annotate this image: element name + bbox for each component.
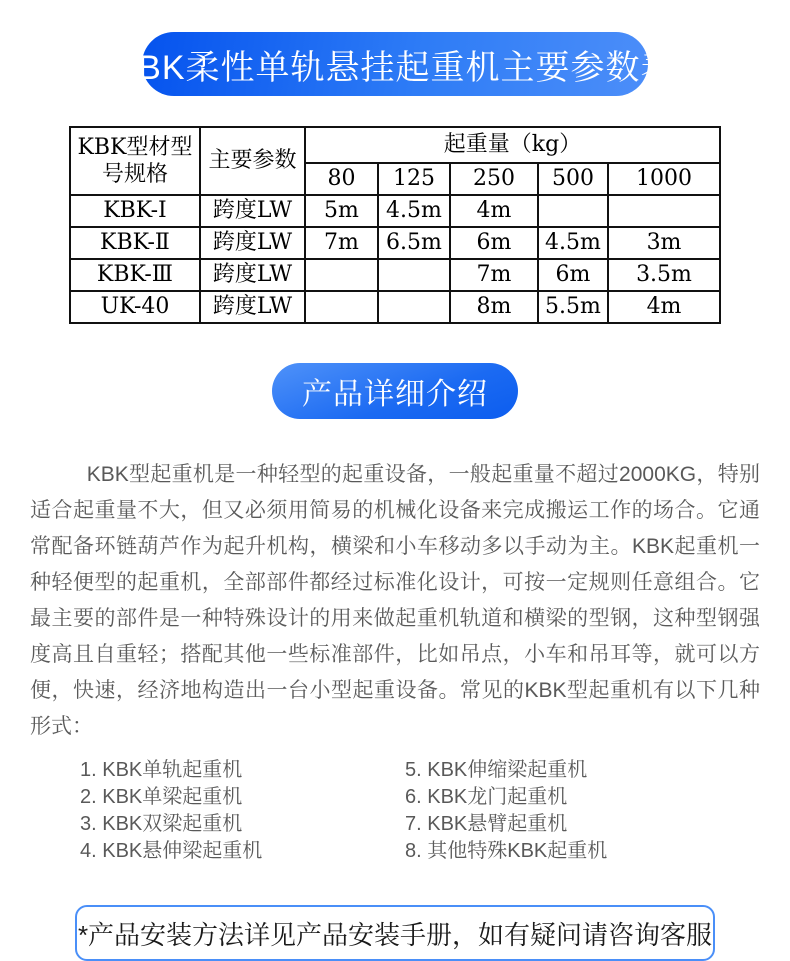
intro-paragraph: KBK型起重机是一种轻型的起重设备，一般起重量不超过2000KG，特别适合起重量不大，但又必须用简易的机械化设备来完成搬运工作的场合。它通常配备环链葫芦作为起升机构，横梁和小车移动多以手动为主。KBK起重机一种轻便型的起重机，全部部件都经过标准化设计，可按一定规则任意组合。它最主要的部件是一种特殊设计的用来做起重机轨道和横梁的型钢，这种型钢强度高且自重轻；搭配其他一些标准部件，比如吊点，小车和吊耳等，就可以方便，快速，经济地构造出一台小型起重设备。常见的KBK型起重机有以下几种形式： bbox=[30, 463, 760, 738]
table-row bbox=[70, 227, 720, 259]
param-cell: 跨度LW bbox=[200, 227, 305, 259]
value-cell: 4.5m bbox=[538, 227, 608, 259]
title-banner bbox=[114, 32, 676, 96]
value-cell: 6m bbox=[450, 227, 538, 259]
table-row bbox=[70, 195, 720, 227]
value-cell bbox=[538, 195, 608, 227]
value-cell: 8m bbox=[450, 291, 538, 323]
table-header-param: 主要参数 bbox=[200, 127, 305, 195]
value-cell: 6m bbox=[538, 259, 608, 291]
param-cell: 跨度LW bbox=[200, 259, 305, 291]
table-row bbox=[70, 291, 720, 323]
value-cell: 7m bbox=[450, 259, 538, 291]
model-cell: UK-40 bbox=[70, 291, 200, 323]
value-cell bbox=[305, 291, 378, 323]
model-cell: KBK-Ⅰ bbox=[70, 195, 200, 227]
list-item: 8. 其他特殊KBK起重机 bbox=[405, 840, 608, 862]
parameters-table bbox=[69, 126, 721, 324]
crane-list-right-column bbox=[405, 757, 607, 865]
capacity-col-500: 500 bbox=[538, 163, 608, 195]
capacity-col-125: 125 bbox=[378, 163, 450, 195]
installation-note-text: *产品安装方法详见产品安装手册，如有疑问请咨询客服 bbox=[77, 919, 713, 950]
table-header-capacity: 起重量（kg） bbox=[305, 127, 720, 163]
list-item: 7. KBK悬臂起重机 bbox=[405, 813, 568, 835]
value-cell: 6.5m bbox=[378, 227, 450, 259]
table-row bbox=[70, 259, 720, 291]
value-cell: 4m bbox=[608, 291, 720, 323]
product-detail-button-label: 产品详细介绍 bbox=[302, 378, 488, 411]
list-item: 2. KBK单梁起重机 bbox=[80, 786, 243, 808]
list-item: 5. KBK伸缩梁起重机 bbox=[405, 759, 588, 781]
capacity-col-250: 250 bbox=[450, 163, 538, 195]
list-item: 1. KBK单轨起重机 bbox=[80, 759, 243, 781]
value-cell bbox=[608, 195, 720, 227]
value-cell bbox=[305, 259, 378, 291]
model-cell: KBK-Ⅱ bbox=[70, 227, 200, 259]
param-cell: 跨度LW bbox=[200, 291, 305, 323]
value-cell bbox=[378, 259, 450, 291]
value-cell: 7m bbox=[305, 227, 378, 259]
crane-type-list bbox=[80, 757, 790, 865]
product-detail-button[interactable] bbox=[272, 363, 518, 419]
list-item: 6. KBK龙门起重机 bbox=[405, 786, 568, 808]
param-cell: 跨度LW bbox=[200, 195, 305, 227]
value-cell: 3m bbox=[608, 227, 720, 259]
value-cell: 5m bbox=[305, 195, 378, 227]
value-cell bbox=[378, 291, 450, 323]
value-cell: 4m bbox=[450, 195, 538, 227]
model-cell: KBK-Ⅲ bbox=[70, 259, 200, 291]
list-item: 4. KBK悬伸梁起重机 bbox=[80, 840, 263, 862]
page-title: KBK柔性单轨悬挂起重机主要参数表 bbox=[114, 48, 676, 87]
value-cell: 3.5m bbox=[608, 259, 720, 291]
value-cell: 5.5m bbox=[538, 291, 608, 323]
table-header-model: KBK型材型号规格 bbox=[70, 127, 200, 195]
list-item: 3. KBK双梁起重机 bbox=[80, 813, 243, 835]
installation-note-box bbox=[75, 905, 715, 961]
crane-list-left-column bbox=[80, 757, 405, 865]
capacity-col-80: 80 bbox=[305, 163, 378, 195]
capacity-col-1000: 1000 bbox=[608, 163, 720, 195]
value-cell: 4.5m bbox=[378, 195, 450, 227]
